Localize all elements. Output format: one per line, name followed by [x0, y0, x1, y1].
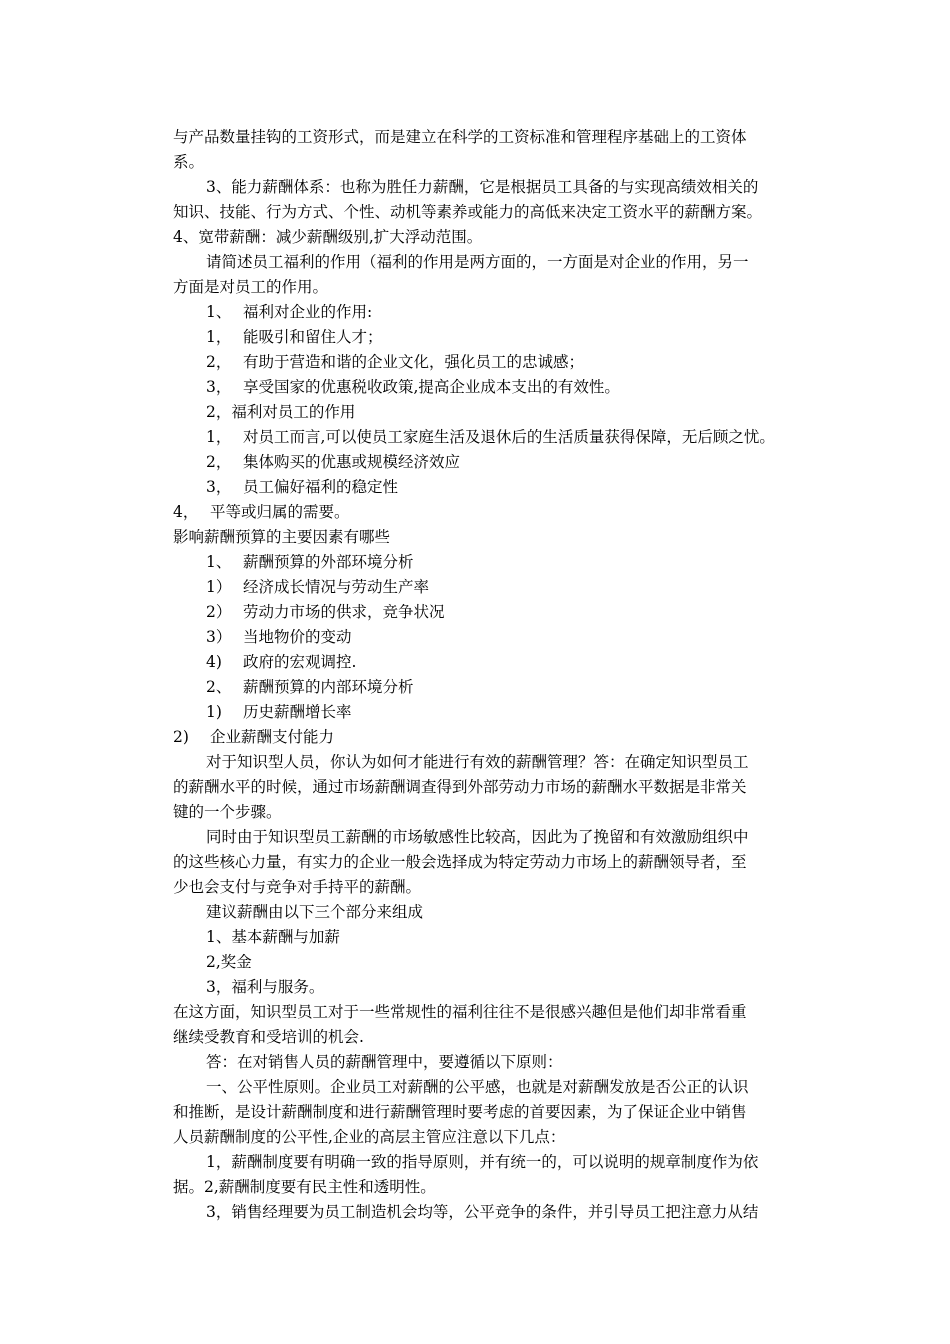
text-line [173, 200, 809, 225]
line-text: 3、能力薪酬体系：也称为胜任力薪酬，它是根据员工具备的与实现高绩效相关的 [206, 178, 759, 196]
line-text: 建议薪酬由以下三个部分来组成 [206, 903, 424, 921]
line-text: 请简述员工福利的作用（福利的作用是两方面的，一方面是对企业的作用，另一 [206, 253, 749, 271]
text-line [173, 750, 809, 775]
list-number: 2、 [206, 678, 232, 696]
text-line [173, 575, 809, 600]
list-number: 2， [206, 353, 232, 371]
line-text: 一、公平性原则。企业员工对薪酬的公平感，也就是对薪酬发放是否公正的认识 [206, 1078, 749, 1096]
line-text: 的这些核心力量，有实力的企业一般会选择成为特定劳动力市场上的薪酬领导者，至 [173, 853, 747, 871]
list-number: 1） [206, 578, 232, 596]
document-page [173, 125, 809, 1225]
line-text: 对员工而言,可以使员工家庭生活及退休后的生活质量获得保障，无后顾之忧。 [243, 428, 775, 446]
line-text: 答：在对销售人员的薪酬管理中，要遵循以下原则： [206, 1053, 563, 1071]
list-number: 4， [173, 503, 199, 521]
text-line [173, 350, 809, 375]
line-text: 3，福利与服务。 [206, 978, 325, 996]
list-number: 1、 [206, 303, 232, 321]
text-line [173, 1150, 809, 1175]
line-text: 影响薪酬预算的主要因素有哪些 [173, 528, 391, 546]
text-line [173, 125, 809, 150]
line-text: 企业薪酬支付能力 [210, 728, 335, 746]
text-line [173, 150, 809, 175]
text-line [173, 275, 809, 300]
text-line [173, 525, 809, 550]
line-text: 福利对企业的作用: [243, 303, 373, 321]
text-line [173, 550, 809, 575]
line-text: 和推断，是设计薪酬制度和进行薪酬管理时要考虑的首要因素，为了保证企业中销售 [173, 1103, 747, 1121]
text-line [173, 400, 809, 425]
line-text: 4、宽带薪酬：减少薪酬级别,扩大浮动范围。 [173, 228, 483, 246]
text-line [173, 425, 809, 450]
text-line [173, 775, 809, 800]
text-line [173, 875, 809, 900]
list-number: 2， [206, 453, 232, 471]
line-text: 享受国家的优惠税收政策,提高企业成本支出的有效性。 [243, 378, 620, 396]
text-line [173, 850, 809, 875]
text-line [173, 975, 809, 1000]
text-line [173, 1050, 809, 1075]
line-text: 的薪酬水平的时候，通过市场薪酬调查得到外部劳动力市场的薪酬水平数据是非常关 [173, 778, 747, 796]
text-line [173, 925, 809, 950]
line-text: 历史薪酬增长率 [243, 703, 352, 721]
line-text: 键的一个步骤。 [173, 803, 282, 821]
list-number: 3， [206, 378, 232, 396]
line-text: 当地物价的变动 [243, 628, 352, 646]
list-number: 2） [206, 603, 232, 621]
line-text: 人员薪酬制度的公平性,企业的高层主管应注意以下几点： [173, 1128, 566, 1146]
text-line [173, 600, 809, 625]
text-line [173, 450, 809, 475]
line-text: 据。2,薪酬制度要有民主性和透明性。 [173, 1178, 436, 1196]
line-text: 3，销售经理要为员工制造机会均等，公平竞争的条件，并引导员工把注意力从结 [206, 1203, 759, 1221]
line-text: 经济成长情况与劳动生产率 [243, 578, 430, 596]
text-line [173, 825, 809, 850]
text-line [173, 1100, 809, 1125]
line-text: 在这方面，知识型员工对于一些常规性的福利往往不是很感兴趣但是他们却非常看重 [173, 1003, 747, 1021]
text-line [173, 800, 809, 825]
line-text: 能吸引和留住人才； [243, 328, 383, 346]
line-text: 对于知识型人员，你认为如何才能进行有效的薪酬管理？答：在确定知识型员工 [206, 753, 749, 771]
text-line [173, 175, 809, 200]
line-text: 同时由于知识型员工薪酬的市场敏感性比较高，因此为了挽留和有效激励组织中 [206, 828, 749, 846]
line-text: 平等或归属的需要。 [210, 503, 350, 521]
list-number: 1) [206, 703, 222, 721]
text-line [173, 900, 809, 925]
list-number: 1， [206, 328, 232, 346]
text-line [173, 725, 809, 750]
line-text: 劳动力市场的供求，竞争状况 [243, 603, 445, 621]
text-line [173, 625, 809, 650]
text-line [173, 950, 809, 975]
list-number: 3） [206, 628, 232, 646]
line-text: 薪酬预算的内部环境分析 [243, 678, 414, 696]
line-text: 员工偏好福利的稳定性 [243, 478, 399, 496]
line-text: 1，薪酬制度要有明确一致的指导原则，并有统一的，可以说明的规章制度作为依 [206, 1153, 759, 1171]
list-number: 2) [173, 728, 189, 746]
text-line [173, 250, 809, 275]
list-number: 3， [206, 478, 232, 496]
text-line [173, 1075, 809, 1100]
line-text: 1、基本薪酬与加薪 [206, 928, 340, 946]
list-number: 1， [206, 428, 232, 446]
text-line [173, 1000, 809, 1025]
line-text: 知识、技能、行为方式、个性、动机等素养或能力的高低来决定工资水平的薪酬方案。 [173, 203, 763, 221]
line-text: 继续受教育和受培训的机会. [173, 1028, 364, 1046]
text-line [173, 325, 809, 350]
list-number: 1、 [206, 553, 232, 571]
line-text: 集体购买的优惠或规模经济效应 [243, 453, 461, 471]
text-line [173, 650, 809, 675]
list-number: 4) [206, 653, 222, 671]
text-line [173, 475, 809, 500]
line-text: 有助于营造和谐的企业文化，强化员工的忠诚感； [243, 353, 585, 371]
line-text: 2，福利对员工的作用 [206, 403, 356, 421]
text-line [173, 700, 809, 725]
text-line [173, 1175, 809, 1200]
text-line [173, 1200, 809, 1225]
line-text: 与产品数量挂钩的工资形式，而是建立在科学的工资标准和管理程序基础上的工资体 [173, 128, 747, 146]
text-line [173, 375, 809, 400]
line-text: 方面是对员工的作用。 [173, 278, 329, 296]
text-line [173, 1025, 809, 1050]
text-line [173, 675, 809, 700]
text-line [173, 225, 809, 250]
line-text: 薪酬预算的外部环境分析 [243, 553, 414, 571]
line-text: 少也会支付与竞争对手持平的薪酬。 [173, 878, 422, 896]
line-text: 2,奖金 [206, 953, 252, 971]
line-text: 政府的宏观调控. [243, 653, 357, 671]
text-line [173, 500, 809, 525]
line-text: 系。 [173, 153, 205, 171]
text-line [173, 1125, 809, 1150]
text-line [173, 300, 809, 325]
